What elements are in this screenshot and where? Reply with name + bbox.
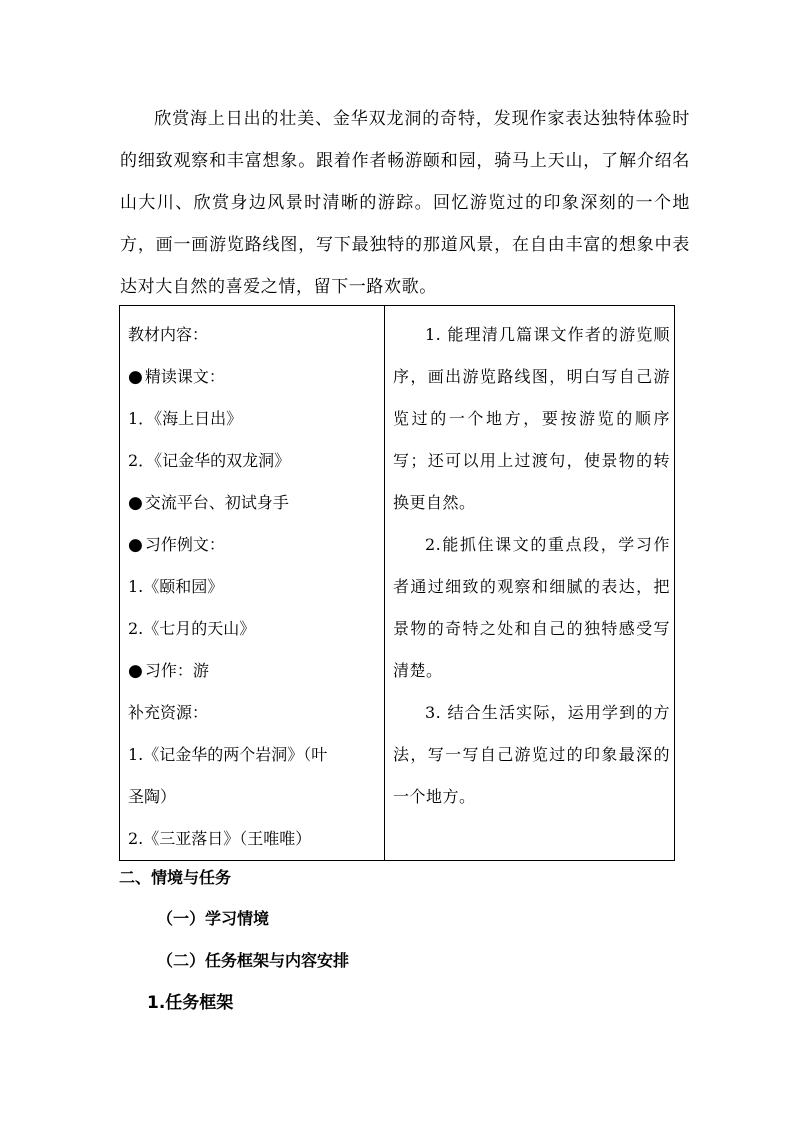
goal-item: 1. 能理清几篇课文作者的游览顺序，画出游览路线图，明白写自己游览过的一个地方，要按游览的顺序写；还可以用上过渡句，使景物的转换更自然。: [393, 325, 670, 512]
bullet-icon: ●: [128, 535, 143, 555]
writing-item: ● 习作：游: [128, 650, 378, 692]
goal-item: 2.能抓住课文的重点段，学习作者通过细致的观察和细腻的表达，把景物的奇特之处和自己的独特感受写清楚。: [393, 535, 670, 680]
intensive-item: 1．《海上日出》: [128, 409, 243, 428]
intro-paragraph: [120, 98, 690, 308]
subsection-heading: （二）任务框架与内容安排: [157, 951, 350, 970]
supplement-item: 2.《三亚落日》（王唯唯）: [128, 829, 312, 848]
supplement-item-continued: 圣陶）: [128, 787, 177, 806]
bullet-icon: ●: [128, 661, 143, 681]
goal-item: 3. 结合生活实际，运用学到的方法，写一写自己游览过的印象最深的一个地方。: [393, 703, 670, 806]
materials-cell: [120, 306, 385, 861]
bullet-icon: ●: [128, 367, 143, 387]
bullet-icon: ●: [128, 493, 143, 513]
intensive-heading: ● 精读课文：: [128, 356, 378, 398]
intensive-item: 2．《记金华的双龙洞》: [128, 451, 291, 470]
content-goals-table: [119, 305, 675, 861]
example-item: 1.《颐和园》: [128, 577, 224, 596]
exchange-item: ● 交流平台、初试身手: [128, 482, 378, 524]
example-item: 2.《七月的天山》: [128, 619, 256, 638]
intro-text: 欣赏海上日出的壮美、金华双龙洞的奇特，发现作家表达独特体验时的细致观察和丰富想象。跟着作者畅游颐和园，骑马上天山，了解介绍名山大川、欣赏身边风景时清晰的游踪。回忆游览过的印象深刻的一个地方，画一画游览路线图，写下最独特的那道风景，在自由丰富的想象中表达对大自然的喜爱之情，留下一路欢歌。: [120, 109, 690, 297]
subsection-heading: （一）学习情境: [157, 909, 270, 928]
goals-cell: [385, 306, 675, 861]
section-heading: 二、情境与任务: [119, 868, 232, 887]
supplement-item: 1.《记金华的两个岩洞》（叶: [128, 745, 328, 764]
item-heading: 1.任务框架: [147, 993, 234, 1013]
example-heading: ● 习作例文：: [128, 524, 378, 566]
materials-title: 教材内容：: [128, 325, 209, 344]
supplement-heading: 补充资源：: [128, 703, 209, 722]
